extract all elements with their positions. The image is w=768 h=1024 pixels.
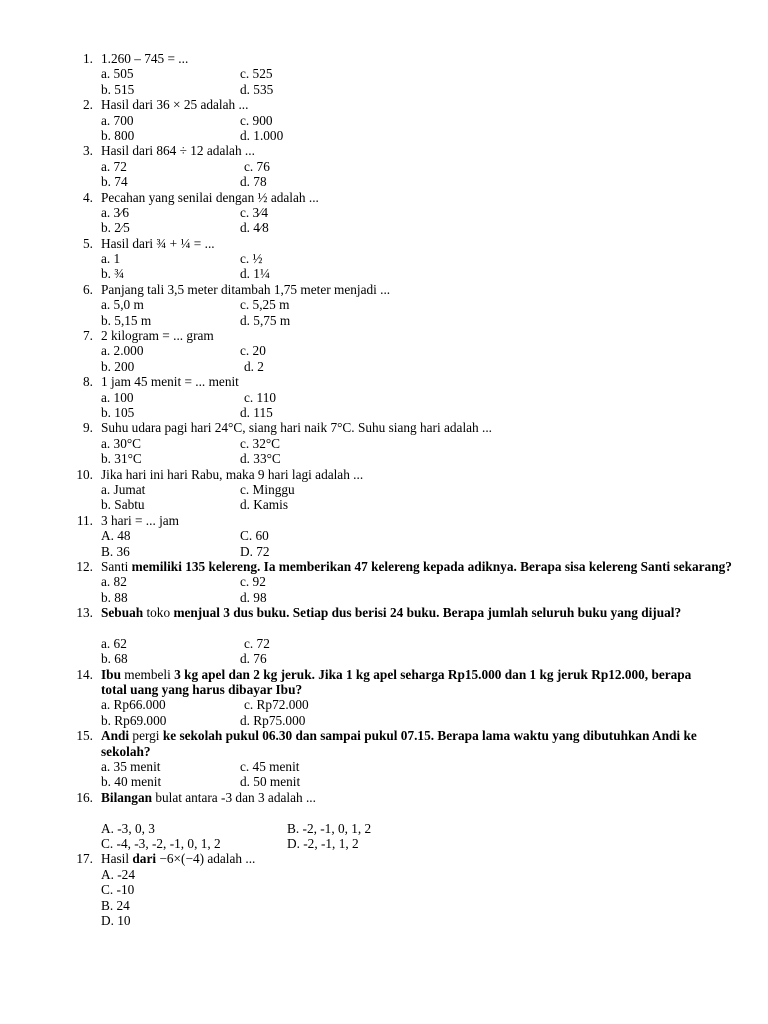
question-number: 9. bbox=[83, 420, 93, 436]
answer-option[interactable]: a. 30°C bbox=[101, 435, 142, 451]
question-text-segment: Pecahan yang senilai dengan ½ adalah ... bbox=[101, 189, 319, 205]
answer-option[interactable]: a. 35 menit bbox=[101, 759, 161, 775]
question-item bbox=[0, 790, 768, 852]
question-item bbox=[0, 559, 768, 605]
answer-option[interactable]: d. 78 bbox=[240, 174, 267, 190]
question-number: 6. bbox=[83, 281, 93, 297]
question-item bbox=[0, 374, 768, 420]
answer-option[interactable]: a. 2.000 bbox=[101, 343, 144, 359]
question-text-segment: Hasil dari 36 × 25 adalah ... bbox=[101, 97, 249, 113]
question-text-segment: Hasil dari ¾ + ¼ = ... bbox=[101, 235, 215, 251]
answer-option[interactable]: b. 88 bbox=[101, 589, 128, 605]
question-item bbox=[0, 728, 768, 790]
question-text bbox=[101, 97, 248, 112]
question-item bbox=[0, 51, 768, 97]
question-text bbox=[101, 667, 713, 698]
question-text-segment: Hasil dari 864 ÷ 12 adalah ... bbox=[101, 143, 255, 159]
answer-option[interactable]: b. 74 bbox=[101, 174, 128, 190]
answer-option[interactable]: b. 515 bbox=[101, 81, 135, 97]
answer-option[interactable]: d. Rp75.000 bbox=[240, 712, 306, 728]
question-item bbox=[0, 190, 768, 236]
question-text-segment: 3 kg apel dan 2 kg jeruk. Jika 1 kg apel seharga Rp15.000 dan 1 kg jeruk Rp12.000, berapa total uang yang harus dibayar Ibu? bbox=[101, 666, 692, 698]
answer-option[interactable]: c. 900 bbox=[240, 112, 273, 128]
answer-option[interactable]: a. 3⁄6 bbox=[101, 204, 130, 220]
answer-option[interactable]: A. -24 bbox=[101, 866, 135, 882]
answer-option[interactable]: a. 5,0 m bbox=[101, 297, 144, 313]
answer-option[interactable]: b. 5,15 m bbox=[101, 312, 152, 328]
question-item bbox=[0, 143, 768, 189]
answer-option[interactable]: d. 5,75 m bbox=[240, 312, 291, 328]
question-text-segment: Ibu bbox=[101, 666, 121, 682]
question-text-segment: menjual 3 dus buku. Setiap dus berisi 24 buku. Berapa jumlah seluruh buku yang dijual? bbox=[173, 605, 682, 621]
question-number: 17. bbox=[76, 851, 93, 867]
question-text-segment: Panjang tali 3,5 meter ditambah 1,75 meter menjadi ... bbox=[101, 281, 391, 297]
question-text-segment: memiliki 135 kelereng. Ia memberikan 47 kelereng kepada adiknya. Berapa sisa kelereng Santi sekarang? bbox=[131, 558, 732, 574]
answer-option[interactable]: d. Kamis bbox=[240, 497, 289, 513]
answer-option[interactable]: c. 525 bbox=[240, 66, 273, 82]
answer-option[interactable]: a. 82 bbox=[101, 574, 127, 590]
answer-option[interactable]: D. 10 bbox=[101, 912, 131, 928]
answer-option[interactable]: c. Rp72.000 bbox=[244, 697, 309, 713]
answer-option[interactable]: b. Rp69.000 bbox=[101, 712, 167, 728]
question-number: 8. bbox=[83, 374, 93, 390]
answer-option[interactable]: c. 5,25 m bbox=[240, 297, 290, 313]
question-text-segment: Sebuah bbox=[101, 605, 144, 621]
question-text-segment: toko bbox=[143, 605, 174, 621]
answer-option[interactable]: a. Rp66.000 bbox=[101, 697, 166, 713]
answer-option[interactable]: B. -2, -1, 0, 1, 2 bbox=[287, 820, 372, 836]
question-number: 4. bbox=[83, 189, 93, 205]
answer-option[interactable]: b. 40 menit bbox=[101, 774, 162, 790]
answer-option[interactable]: C. -10 bbox=[101, 882, 135, 898]
question-item bbox=[0, 236, 768, 282]
answer-option[interactable]: d. 33°C bbox=[240, 451, 281, 467]
question-text bbox=[101, 420, 492, 435]
answer-option[interactable]: c. Minggu bbox=[240, 481, 295, 497]
answer-option[interactable]: b. 2⁄5 bbox=[101, 220, 130, 236]
question-number: 2. bbox=[83, 97, 93, 113]
question-text bbox=[101, 51, 188, 66]
answer-option[interactable]: a. Jumat bbox=[101, 481, 146, 497]
answer-option[interactable]: d. 535 bbox=[240, 81, 274, 97]
answer-option[interactable]: a. 100 bbox=[101, 389, 134, 405]
question-text-segment: 1 jam 45 menit = ... menit bbox=[101, 374, 239, 390]
question-text bbox=[101, 374, 239, 389]
question-item bbox=[0, 282, 768, 328]
question-text-segment: Andi bbox=[101, 728, 130, 744]
answer-option[interactable]: d. 76 bbox=[240, 651, 267, 667]
question-item bbox=[0, 328, 768, 374]
answer-option[interactable]: d. 1¼ bbox=[240, 266, 270, 282]
question-item bbox=[0, 420, 768, 466]
question-text-segment: 2 kilogram = ... gram bbox=[101, 328, 214, 344]
question-text bbox=[101, 790, 713, 805]
question-item bbox=[0, 851, 768, 928]
answer-option[interactable]: a. 62 bbox=[101, 635, 127, 651]
question-sheet bbox=[0, 51, 768, 928]
answer-option[interactable]: b. Sabtu bbox=[101, 497, 145, 513]
answer-option[interactable]: a. 700 bbox=[101, 112, 134, 128]
question-text-segment: 1.260 – 745 = ... bbox=[101, 51, 189, 66]
question-text bbox=[101, 851, 255, 866]
answer-option[interactable]: b. 800 bbox=[101, 127, 135, 143]
question-text bbox=[101, 143, 255, 158]
question-number: 11. bbox=[76, 512, 93, 528]
answer-option[interactable]: b. 200 bbox=[101, 358, 135, 374]
question-text bbox=[101, 605, 713, 620]
question-text-segment: ke sekolah pukul 06.30 dan sampai pukul 07.15. Berapa lama waktu yang dibutuhkan Andi ke sekolah? bbox=[101, 728, 697, 759]
answer-option[interactable]: b. 31°C bbox=[101, 451, 142, 467]
answer-option[interactable]: a. 505 bbox=[101, 66, 134, 82]
answer-option[interactable]: c. ½ bbox=[240, 251, 263, 267]
answer-option[interactable]: A. 48 bbox=[101, 528, 131, 544]
question-text-segment: Jika hari ini hari Rabu, maka 9 hari lagi adalah ... bbox=[101, 466, 364, 482]
question-text bbox=[101, 282, 390, 297]
question-item bbox=[0, 513, 768, 559]
answer-option[interactable]: d. 115 bbox=[240, 404, 273, 420]
answer-option[interactable]: B. 36 bbox=[101, 543, 130, 559]
question-number: 12. bbox=[76, 558, 93, 574]
answer-option[interactable]: c. 110 bbox=[244, 389, 277, 405]
answer-option[interactable]: c. 45 menit bbox=[240, 759, 300, 775]
question-item bbox=[0, 667, 768, 729]
answer-option[interactable]: A. -3, 0, 3 bbox=[101, 820, 155, 836]
question-text-segment: bulat antara -3 dan 3 adalah ... bbox=[152, 789, 316, 805]
question-text bbox=[101, 559, 732, 574]
question-text bbox=[101, 513, 179, 528]
question-number: 13. bbox=[76, 605, 93, 621]
question-number: 7. bbox=[83, 328, 93, 344]
answer-option[interactable]: c. 76 bbox=[244, 158, 270, 174]
question-text-segment: Bilangan bbox=[101, 789, 152, 805]
question-number: 15. bbox=[76, 728, 93, 744]
answer-option[interactable]: d. 50 menit bbox=[240, 774, 301, 790]
question-text-segment: 3 hari = ... jam bbox=[101, 512, 180, 528]
answer-option[interactable]: B. 24 bbox=[101, 897, 130, 913]
question-number: 3. bbox=[83, 143, 93, 159]
answer-option[interactable]: a. 1 bbox=[101, 251, 121, 267]
answer-option[interactable]: D. -2, -1, 1, 2 bbox=[287, 835, 359, 851]
question-number: 14. bbox=[76, 666, 93, 682]
question-text-segment: Suhu udara pagi hari 24°C, siang hari naik 7°C. Suhu siang hari adalah ... bbox=[101, 420, 492, 436]
answer-option[interactable]: c. 3⁄4 bbox=[240, 204, 269, 220]
answer-option[interactable]: c. 92 bbox=[240, 574, 266, 590]
answer-option[interactable]: a. 72 bbox=[101, 158, 127, 174]
question-text bbox=[101, 190, 319, 205]
answer-option[interactable]: d. 1.000 bbox=[240, 127, 284, 143]
answer-option[interactable]: b. ¾ bbox=[101, 266, 125, 282]
question-number: 5. bbox=[83, 235, 93, 251]
question-text-segment: pergi bbox=[129, 728, 163, 744]
question-number: 1. bbox=[83, 51, 93, 66]
question-text-segment: membeli bbox=[120, 666, 175, 682]
answer-option[interactable]: b. 68 bbox=[101, 651, 128, 667]
answer-option[interactable]: d. 4⁄8 bbox=[240, 220, 269, 236]
question-number: 10. bbox=[76, 466, 93, 482]
answer-option[interactable]: C. 60 bbox=[240, 528, 269, 544]
question-number: 16. bbox=[76, 789, 93, 805]
answer-option[interactable]: c. 32°C bbox=[240, 435, 281, 451]
question-text bbox=[101, 728, 713, 759]
answer-option[interactable]: C. -4, -3, -2, -1, 0, 1, 2 bbox=[101, 835, 221, 851]
question-text-segment: −6×(−4) adalah ... bbox=[156, 851, 256, 867]
question-text bbox=[101, 328, 214, 343]
question-text-segment: dari bbox=[132, 851, 157, 867]
answer-option[interactable]: D. 72 bbox=[240, 543, 270, 559]
question-item bbox=[0, 605, 768, 667]
question-text bbox=[101, 467, 363, 482]
question-text-segment: Hasil bbox=[101, 851, 133, 867]
question-item bbox=[0, 97, 768, 143]
question-item bbox=[0, 467, 768, 513]
question-text-segment: Santi bbox=[101, 558, 132, 574]
question-text bbox=[101, 236, 215, 251]
answer-option[interactable]: d. 2 bbox=[244, 358, 264, 374]
answer-option[interactable]: c. 72 bbox=[244, 635, 270, 651]
answer-option[interactable]: c. 20 bbox=[240, 343, 266, 359]
answer-option[interactable]: b. 105 bbox=[101, 404, 135, 420]
answer-option[interactable]: d. 98 bbox=[240, 589, 267, 605]
